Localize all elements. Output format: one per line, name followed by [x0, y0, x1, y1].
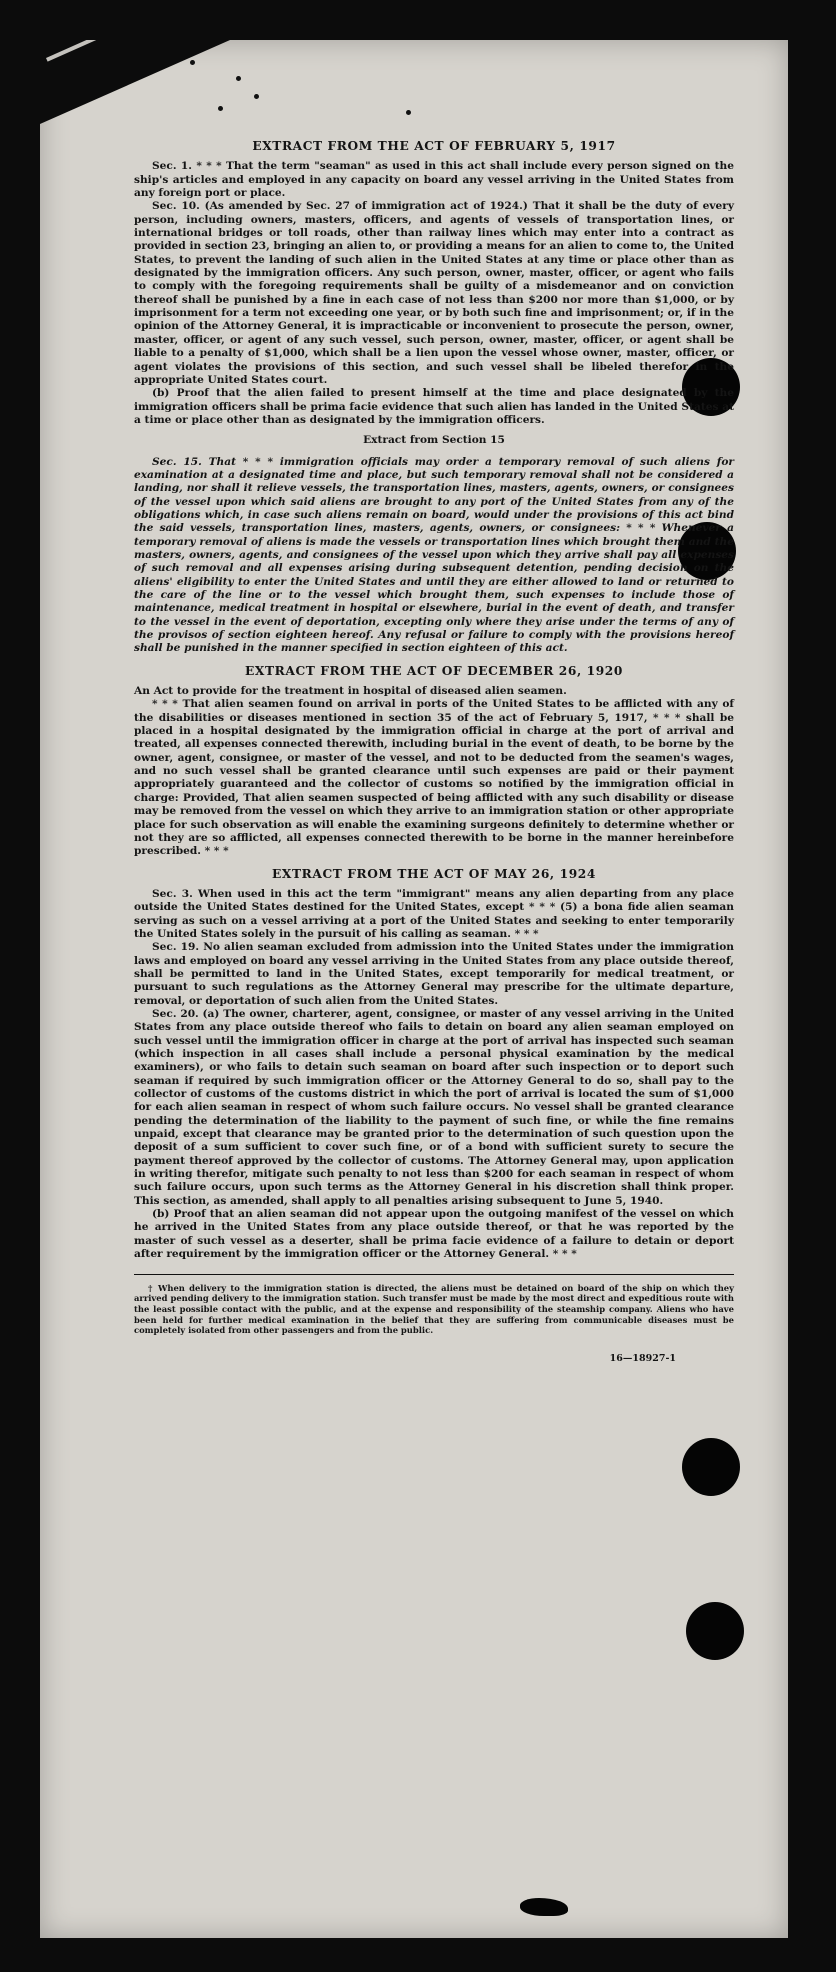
paragraph: Sec. 10. (As amended by Sec. 27 of immigration act of 1924.) That it shall be the duty of every person, including owners, masters, officers, and agents of vessels of transportation lines, or international bridges or toll roads, other than railway lines which may enter into a contract as provided in section 23, bringing an alien to, or providing a means for an alien to come to, the United States, to prevent the landing of such alien in the United States at any time or place other than as designated by the immigration officers. Any such person, owner, master, officer, or agent who fails to comply with the foregoing requirements shall be guilty of a misdemeanor and on conviction thereof shall be punished by a fine in each case of not less than $200 nor more than $1,000, or by imprisonment for a term not exceeding one year, or by both such fine and imprisonment; or, if in the opinion of the Attorney General, it is impracticable or inconvenient to prosecute the person, owner, master, officer, or agent of any such vessel, such person, owner, master, officer, or agent shall be liable to a penalty of $1,000, which shall be a lien upon the vessel whose owner, master, officer, or agent violates the provisions of this section, and such vessel shall be libeled therefor in the appropriate United States court.: [134, 200, 734, 386]
document-page: [40, 40, 788, 1938]
torn-corner: [40, 40, 230, 124]
punch-hole: [682, 1438, 740, 1496]
paragraph: Sec. 19. No alien seaman excluded from admission into the United States under the immigration laws and employed on board any vessel arriving in the United States from any place outside thereof, shall be permitted to land in the United States, except temporarily for medical treatment, or pursuant to such regulations as the Attorney General may prescribe for the ultimate departure, removal, or deportation of such alien from the United States.: [134, 941, 734, 1007]
paragraph: Sec. 20. (a) The owner, charterer, agent, consignee, or master of any vessel arriving in the United States from any place outside thereof who fails to detain on board any alien seaman employed on such vessel until the immigration officer in charge at the port of arrival has inspected such seaman (which inspection in all cases shall include a personal physical examination by the medical examiners), or who fails to detain such seaman on board after such inspection or to deport such seaman if required by such immigration officer or the Attorney General to do so, shall pay to the collector of customs of the customs district in which the port of arrival is located the sum of $1,000 for each alien seaman in respect of whom such failure occurs. No vessel shall be granted clearance pending the determination of the liability to the payment of such fine, or while the fine remains unpaid, except that clearance may be granted prior to the determination of such question upon the deposit of a sum sufficient to cover such fine, or of a bond with sufficient surety to secure the payment thereof approved by the collector of customs. The Attorney General may, upon application in writing therefor, mitigate such penalty to not less than $200 for each seaman in respect of whom such failure occurs, upon such terms as the Attorney General in his discretion shall think proper. This section, as amended, shall apply to all penalties arising subsequent to June 5, 1940.: [134, 1007, 734, 1207]
section-heading: EXTRACT FROM THE ACT OF DECEMBER 26, 1920: [245, 663, 623, 678]
section-heading: EXTRACT FROM THE ACT OF FEBRUARY 5, 1917: [252, 139, 616, 153]
speck: [218, 106, 223, 111]
document-body: [134, 140, 734, 1365]
footnote-divider: [134, 1274, 734, 1275]
speck: [254, 94, 259, 99]
paragraph: (b) Proof that the alien failed to present himself at the time and place designated by the immigration officers shall be prima facie evidence that such alien has landed in the United States at a time or place other than as designated by the immigration officers.: [134, 387, 734, 426]
speck: [406, 110, 411, 115]
punch-hole: [686, 1602, 744, 1660]
paragraph: * * * That alien seamen found on arrival in ports of the United States to be afflicted with any of the disabilities or diseases mentioned in section 35 of the act of February 5, 1917, * * * shall be placed in a hospital designated by the immigration official in charge at the port of arrival and treated, all expenses connected therewith, including burial in the event of death, to be borne by the owner, agent, consignee, or master of the vessel, and not to be deducted from the seamen's wages, and no such vessel shall be granted clearance until such expenses are paid or their payment appropriately guaranteed and the collector of customs so notified by the immigration official in charge: Provided, That alien seamen suspected of being afflicted with any such disability or disease may be removed from the vessel on which they arrive to an immigration station or other appropriate place for such observation as will enable the examining surgeons definitely to determine whether or not they are so afflicted, all expenses connected therewith to be borne in the manner hereinbefore prescribed. * * *: [134, 698, 734, 858]
paragraph: (b) Proof that an alien seaman did not appear upon the outgoing manifest of the vessel on which he arrived in the United States from any place outside thereof, or that he was reported by the master of such vessel as a deserter, shall be prima facie evidence of a failure to detain or deport after requirement by the immigration officer or the Attorney General. * * *: [134, 1208, 734, 1261]
footnote: † When delivery to the immigration station is directed, the aliens must be detained on board of the ship on which they arrived pending delivery to the immigration station. Such transfer must be made by the most direct and expeditious route with the least possible contact with the public, and at the expense and responsibility of the steamship company. Aliens who have been held for further medical examination in the belief that they are suffering from communicable diseases must be completely isolated from other passengers and from the public.: [134, 1282, 734, 1336]
speck: [236, 76, 241, 81]
paragraph: Sec. 3. When used in this act the term "immigrant" means any alien departing from any place outside the United States destined for the United States, except * * * (5) a bona fide alien seaman serving as such on a vessel arriving at a port of the United States and seeking to enter temporarily the United States solely in the pursuit of his calling as seaman. * * *: [134, 887, 734, 940]
section-heading: Extract from Section 15: [363, 434, 505, 447]
ink-blot: [520, 1898, 568, 1916]
paragraph: Sec. 1. * * * That the term "seaman" as used in this act shall include every person signed on the ship's articles and employed in any capacity on board any vessel arriving in the United States from any foreign port or place.: [134, 160, 734, 200]
paragraph: An Act to provide for the treatment in hospital of diseased alien seamen.: [134, 685, 567, 698]
speck: [190, 60, 195, 65]
section-heading: EXTRACT FROM THE ACT OF MAY 26, 1924: [272, 866, 596, 881]
paragraph: Sec. 15. That * * * immigration officials may order a temporary removal of such aliens for examination at a designated time and place, but such temporary removal shall not be considered a landing, nor shall it relieve vessels, the transportation lines, masters, agents, owners, or consignees of the vessel upon which said aliens are brought to any port of the United States from any of the obligations which, in case such aliens remain on board, would under the provisions of this act bind the said vessels, transportation lines, masters, agents, owners, or consignees: * * * Whenever a temporary removal of aliens is made the vessels or transportation lines which brought them and the masters, owners, agents, and consignees of the vessel upon which they arrive shall pay all expenses of such removal and all expenses arising during subsequent detention, pending decision on the aliens' eligibility to enter the United States and until they are either allowed to land or returned to the care of the line or to the vessel which brought them, such expenses to include those of maintenance, medical treatment in hospital or elsewhere, burial in the event of death, and transfer to the vessel in the event of deportation, excepting only where they arise under the terms of any of the provisos of section eighteen hereof. Any refusal or failure to comply with the provisions hereof shall be punished in the manner specified in section eighteen of this act.: [134, 455, 734, 655]
form-number: 16—18927-1: [609, 1352, 676, 1364]
